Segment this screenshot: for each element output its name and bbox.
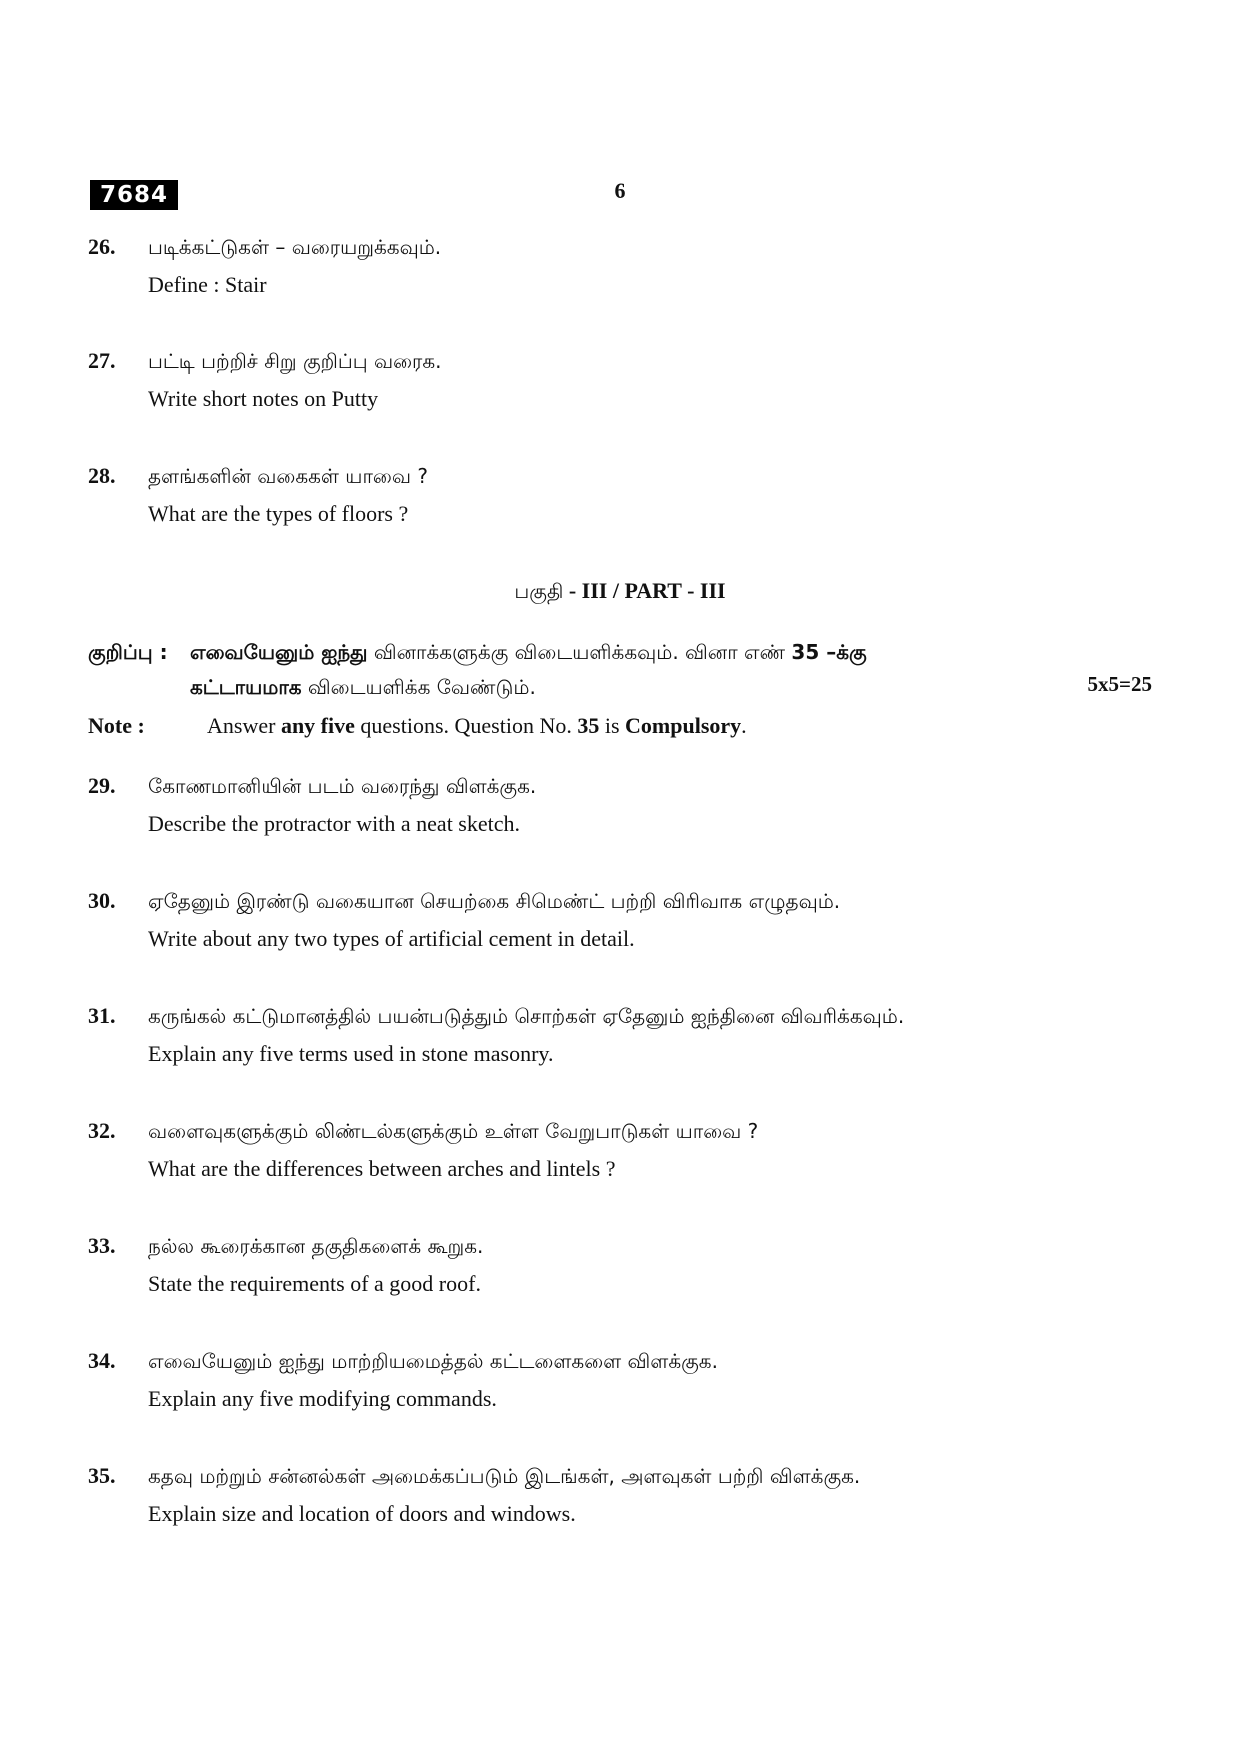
- question-english: Describe the protractor with a neat sketch.: [148, 811, 521, 836]
- question-english: What are the types of floors ?: [148, 501, 409, 526]
- note-text: is: [599, 713, 626, 738]
- question-tamil: தளங்களின் வகைகள் யாவை ?: [148, 464, 428, 488]
- note-text: .: [741, 713, 747, 738]
- note-bold: Compulsory: [625, 713, 742, 738]
- note-english-text: [207, 713, 747, 739]
- question-english: Explain any five modifying commands.: [148, 1386, 497, 1411]
- question-english: Write short notes on Putty: [148, 386, 379, 411]
- question-tamil: எவையேனும் ஐந்து மாற்றியமைத்தல் கட்டளைகளை விளக்குக.: [148, 1349, 718, 1373]
- note-tamil-text: விடையளிக்க வேண்டும்.: [301, 675, 536, 699]
- question-number: 35.: [88, 1463, 116, 1488]
- question-number: 28.: [88, 463, 116, 488]
- question-number: 30.: [88, 888, 116, 913]
- question-english: Explain size and location of doors and windows.: [148, 1501, 576, 1526]
- question-number: 32.: [88, 1118, 116, 1143]
- question-english: What are the differences between arches and lintels ?: [148, 1156, 616, 1181]
- question-tamil: கோணமானியின் படம் வரைந்து விளக்குக.: [148, 774, 537, 798]
- note-bold: any five: [280, 713, 355, 738]
- question-tamil: ஏதேனும் இரண்டு வகையான செயற்கை சிமெண்ட் பற்றி விரிவாக எழுதவும்.: [148, 889, 841, 913]
- note-tamil-label: குறிப்பு :: [88, 640, 168, 664]
- question-tamil: படிக்கட்டுகள் – வரையறுக்கவும்.: [148, 235, 442, 259]
- note-tamil-line-2: [190, 675, 536, 702]
- part-heading-tamil: பகுதி: [514, 579, 564, 603]
- question-number: 27.: [88, 348, 116, 373]
- question-number: 26.: [88, 234, 116, 259]
- part-heading: [0, 578, 1240, 606]
- page-number: 6: [614, 178, 626, 203]
- question-tamil: கருங்கல் கட்டுமானத்தில் பயன்படுத்தும் சொற்கள் ஏதேனும் ஐந்தினை விவரிக்கவும்.: [148, 1004, 905, 1028]
- note-bold: 35: [577, 713, 600, 738]
- question-tamil: நல்ல கூரைக்கான தகுதிகளைக் கூறுக.: [148, 1234, 484, 1258]
- note-english-label: Note :: [88, 713, 145, 738]
- question-english: Write about any two types of artificial cement in detail.: [148, 926, 635, 951]
- question-number: 31.: [88, 1003, 116, 1028]
- paper-code-badge: 7684: [90, 180, 178, 210]
- question-english: State the requirements of a good roof.: [148, 1271, 481, 1296]
- note-text: Answer: [207, 713, 281, 738]
- question-tamil: வளைவுகளுக்கும் லிண்டல்களுக்கும் உள்ள வேறுபாடுகள் யாவை ?: [148, 1119, 759, 1143]
- marks-allocation: 5x5=25: [1087, 672, 1152, 696]
- question-english: Explain any five terms used in stone masonry.: [148, 1041, 554, 1066]
- part-heading-english: - III / PART - III: [563, 578, 726, 603]
- note-tamil-bold: எவையேனும் ஐந்து: [190, 640, 368, 664]
- question-tamil: கதவு மற்றும் சன்னல்கள் அமைக்கப்படும் இடங்கள், அளவுகள் பற்றி விளக்குக.: [148, 1464, 861, 1488]
- note-tamil-line-1: [190, 640, 867, 667]
- question-tamil: பட்டி பற்றிச் சிறு குறிப்பு வரைக.: [148, 349, 442, 373]
- note-text: questions. Question No.: [354, 713, 578, 738]
- question-number: 33.: [88, 1233, 116, 1258]
- question-number: 34.: [88, 1348, 116, 1373]
- note-tamil-bold: கட்டாயமாக: [190, 675, 302, 699]
- question-number: 29.: [88, 773, 116, 798]
- note-tamil-bold: 35 –க்கு: [791, 640, 867, 664]
- question-english: Define : Stair: [148, 272, 267, 297]
- note-tamil-text: வினாக்களுக்கு விடையளிக்கவும். வினா எண்: [367, 640, 792, 664]
